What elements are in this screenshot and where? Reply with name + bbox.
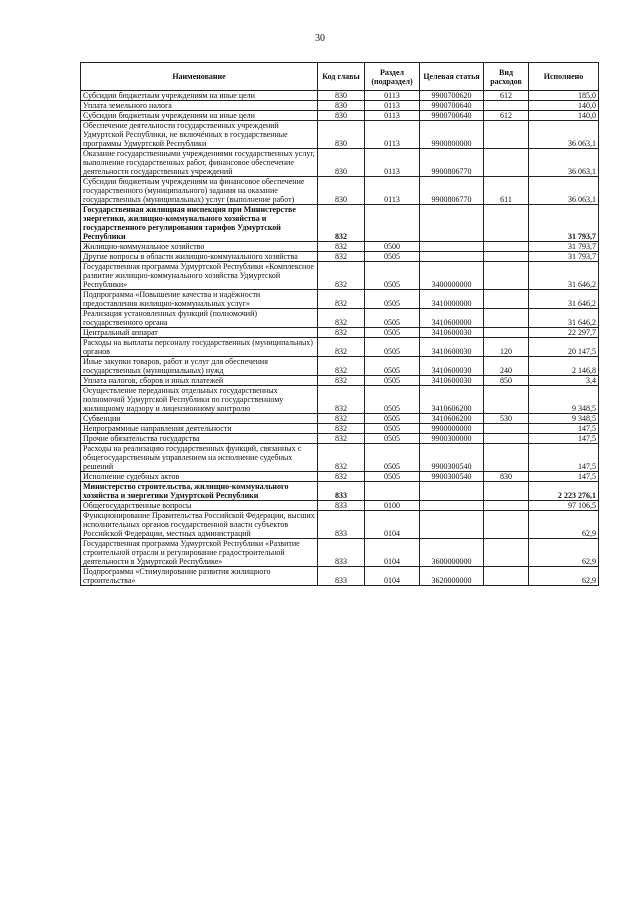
row-code-cell: 832 [318,444,365,472]
row-target-cell: 3410606200 [420,414,484,424]
row-section-cell: 0505 [365,328,420,338]
row-code-cell: 830 [318,121,365,149]
row-name-cell: Подпрограмма «Повышение качества и надёжности предоставления жилищно-коммунальных услуг» [81,290,318,309]
row-code-cell: 833 [318,482,365,501]
row-amount-cell: 22 297,7 [529,328,599,338]
row-amount-cell: 147,5 [529,444,599,472]
table-row [81,472,599,482]
table-row [81,414,599,424]
row-name-cell: Непрограммные направления деятельности [81,424,318,434]
row-target-cell: 3600000000 [420,539,484,567]
row-target-cell: 9900800000 [420,121,484,149]
row-section-cell: 0500 [365,242,420,252]
row-name-cell: Государственная программа Удмуртской Республики «Развитие строительной отрасли и регулирование градостроительной деятельности в Удмуртской Республике» [81,539,318,567]
row-type-cell: 120 [484,338,529,357]
row-type-cell [484,434,529,444]
row-section-cell: 0113 [365,91,420,101]
table-row [81,290,599,309]
row-type-cell: 612 [484,111,529,121]
row-type-cell [484,242,529,252]
row-amount-cell: 62,9 [529,511,599,539]
table-row [81,376,599,386]
row-name-cell: Осуществление переданных отдельных государственных полномочий Удмуртской Республики по государственному жилищному надзору и лицензионному контролю [81,386,318,414]
row-code-cell: 833 [318,539,365,567]
row-name-cell: Подпрограмма «Стимулирование развития жилищного строительства» [81,567,318,586]
row-target-cell: 3410600030 [420,338,484,357]
row-code-cell: 830 [318,177,365,205]
row-target-cell: 9900700640 [420,111,484,121]
table-row [81,567,599,586]
row-type-cell [484,309,529,328]
row-section-cell: 0104 [365,511,420,539]
row-name-cell: Расходы на реализацию государственных функций, связанных с общегосударственным управлением на исполнение судебных решений [81,444,318,472]
row-amount-cell: 140,0 [529,101,599,111]
row-type-cell: 612 [484,91,529,101]
row-name-cell: Субсидии бюджетным учреждениям на иные цели [81,91,318,101]
row-code-cell: 832 [318,357,365,376]
table-row [81,101,599,111]
table-row [81,501,599,511]
row-name-cell: Центральный аппарат [81,328,318,338]
row-code-cell: 832 [318,434,365,444]
row-name-cell: Обеспечение деятельности государственных учреждений Удмуртской Республики, не включённых в государственные программы Удмуртской Республики [81,121,318,149]
row-name-cell: Уплата налогов, сборов и иных платежей [81,376,318,386]
table-row [81,262,599,290]
table-row [81,357,599,376]
row-amount-cell: 36 063,1 [529,149,599,177]
row-name-cell: Субсидии бюджетным учреждениям на иные цели [81,111,318,121]
row-target-cell: 9900806770 [420,177,484,205]
row-target-cell [420,252,484,262]
row-target-cell: 9900700620 [420,91,484,101]
row-name-cell: Другие вопросы в области жилищно-коммунального хозяйства [81,252,318,262]
row-amount-cell: 9 348,5 [529,414,599,424]
row-section-cell: 0505 [365,376,420,386]
row-code-cell: 833 [318,511,365,539]
row-type-cell [484,424,529,434]
row-section-cell: 0505 [365,434,420,444]
row-amount-cell: 20 147,5 [529,338,599,357]
row-type-cell [484,121,529,149]
table-row [81,309,599,328]
table-row [81,444,599,472]
row-code-cell: 832 [318,242,365,252]
row-target-cell: 9900000000 [420,424,484,434]
row-section-cell: 0505 [365,444,420,472]
table-row [81,177,599,205]
row-amount-cell: 9 348,5 [529,386,599,414]
row-amount-cell: 31 646,2 [529,262,599,290]
row-type-cell [484,539,529,567]
table-row [81,252,599,262]
row-section-cell: 0505 [365,472,420,482]
row-name-cell: Расходы на выплаты персоналу государственных (муниципальных) органов [81,338,318,357]
row-code-cell: 832 [318,424,365,434]
row-name-cell: Государственная программа Удмуртской Республики «Комплексное развитие жилищно-коммунального хозяйства Удмуртской Республики» [81,262,318,290]
header-name: Наименование [81,63,318,91]
row-name-cell: Государственная жилищная инспекция при Министерстве энергетики, жилищно-коммунального хозяйства и государственного регулирования тарифов Удмуртской Республики [81,205,318,242]
row-section-cell: 0505 [365,414,420,424]
row-section-cell: 0505 [365,338,420,357]
row-type-cell: 530 [484,414,529,424]
row-section-cell: 0104 [365,539,420,567]
table-row [81,91,599,101]
row-name-cell: Субвенции [81,414,318,424]
row-target-cell: 3400000000 [420,262,484,290]
row-type-cell [484,290,529,309]
table-row [81,434,599,444]
row-type-cell [484,262,529,290]
row-amount-cell: 147,5 [529,472,599,482]
table-header-row [81,63,599,91]
row-section-cell [365,205,420,242]
row-type-cell [484,386,529,414]
row-type-cell: 850 [484,376,529,386]
row-code-cell: 832 [318,338,365,357]
row-section-cell: 0505 [365,386,420,414]
row-amount-cell: 36 063,1 [529,177,599,205]
row-section-cell: 0505 [365,424,420,434]
table-row [81,386,599,414]
row-section-cell: 0104 [365,567,420,586]
row-section-cell: 0113 [365,111,420,121]
header-code: Код главы [318,63,365,91]
row-amount-cell: 31 793,7 [529,252,599,262]
row-target-cell [420,242,484,252]
row-code-cell: 832 [318,290,365,309]
row-name-cell: Общегосударственные вопросы [81,501,318,511]
row-section-cell: 0505 [365,262,420,290]
row-section-cell: 0113 [365,177,420,205]
row-amount-cell: 2 146,8 [529,357,599,376]
row-section-cell: 0505 [365,357,420,376]
row-section-cell: 0113 [365,149,420,177]
row-section-cell: 0505 [365,290,420,309]
row-type-cell [484,101,529,111]
table-row [81,424,599,434]
row-name-cell: Реализация установленных функций (полномочий) государственного органа [81,309,318,328]
row-section-cell: 0100 [365,501,420,511]
row-type-cell [484,444,529,472]
row-type-cell [484,511,529,539]
row-name-cell: Прочие обязательства государства [81,434,318,444]
row-code-cell: 830 [318,101,365,111]
row-target-cell: 3410000000 [420,290,484,309]
row-code-cell: 830 [318,91,365,101]
row-amount-cell: 97 106,5 [529,501,599,511]
row-section-cell: 0113 [365,121,420,149]
row-target-cell: 9900300000 [420,434,484,444]
row-target-cell: 9900700640 [420,101,484,111]
row-target-cell [420,501,484,511]
row-amount-cell: 62,9 [529,567,599,586]
row-target-cell: 3620000000 [420,567,484,586]
table-row [81,338,599,357]
row-name-cell: Исполнение судебных актов [81,472,318,482]
row-code-cell: 832 [318,309,365,328]
row-target-cell [420,205,484,242]
header-executed: Исполнено [529,63,599,91]
table-row [81,482,599,501]
row-section-cell: 0113 [365,101,420,111]
row-code-cell: 833 [318,567,365,586]
header-type: Вид расходов [484,63,529,91]
table-row [81,242,599,252]
row-amount-cell: 36 063,1 [529,121,599,149]
row-type-cell: 830 [484,472,529,482]
row-amount-cell: 31 646,2 [529,309,599,328]
row-name-cell: Иные закупки товаров, работ и услуг для обеспечения государственных (муниципальных) нужд [81,357,318,376]
row-code-cell: 832 [318,472,365,482]
table-row [81,205,599,242]
row-target-cell: 3410600030 [420,357,484,376]
row-code-cell: 832 [318,205,365,242]
row-code-cell: 832 [318,376,365,386]
row-name-cell: Субсидии бюджетным учреждениям на финансовое обеспечение государственного (муниципального) задания на оказание государственных (муниципальных) услуг (выполнение работ) [81,177,318,205]
row-target-cell: 9900300540 [420,472,484,482]
table-row [81,149,599,177]
row-code-cell: 832 [318,262,365,290]
row-amount-cell: 140,0 [529,111,599,121]
row-type-cell [484,205,529,242]
header-section: Раздел (подраздел) [365,63,420,91]
row-code-cell: 832 [318,386,365,414]
row-type-cell [484,149,529,177]
row-target-cell [420,511,484,539]
row-target-cell: 3410600000 [420,309,484,328]
row-code-cell: 833 [318,501,365,511]
row-name-cell: Министерство строительства, жилищно-коммунального хозяйства и энергетики Удмуртской Республики [81,482,318,501]
page-number: 30 [315,33,325,44]
row-name-cell: Жилищно-коммунальное хозяйство [81,242,318,252]
budget-table [80,62,599,586]
row-amount-cell: 31 646,2 [529,290,599,309]
row-name-cell: Оказание государственными учреждениями государственных услуг, выполнение государственных работ, финансовое обеспечение деятельности государственных учреждений [81,149,318,177]
row-type-cell [484,482,529,501]
row-type-cell: 240 [484,357,529,376]
row-amount-cell: 3,4 [529,376,599,386]
row-section-cell [365,482,420,501]
row-amount-cell: 2 223 276,1 [529,482,599,501]
table-row [81,539,599,567]
row-type-cell [484,252,529,262]
row-target-cell: 9900806770 [420,149,484,177]
row-target-cell [420,482,484,501]
row-amount-cell: 185,0 [529,91,599,101]
header-target: Целевая статья [420,63,484,91]
row-section-cell: 0505 [365,252,420,262]
row-target-cell: 3410600030 [420,376,484,386]
row-code-cell: 830 [318,149,365,177]
row-type-cell [484,567,529,586]
row-amount-cell: 147,5 [529,424,599,434]
row-amount-cell: 147,5 [529,434,599,444]
row-code-cell: 832 [318,252,365,262]
row-name-cell: Уплата земельного налога [81,101,318,111]
table-body [81,91,599,586]
row-amount-cell: 62,9 [529,539,599,567]
row-amount-cell: 31 793,7 [529,242,599,252]
row-name-cell: Функционирование Правительства Российской Федерации, высших исполнительных органов государственной власти субъектов Российской Федерации, местных администраций [81,511,318,539]
row-target-cell: 3410606200 [420,386,484,414]
table-row [81,511,599,539]
table-row [81,328,599,338]
row-target-cell: 9900300540 [420,444,484,472]
row-target-cell: 3410600030 [420,328,484,338]
row-code-cell: 830 [318,111,365,121]
row-type-cell [484,501,529,511]
row-code-cell: 832 [318,414,365,424]
table-row [81,121,599,149]
row-type-cell [484,328,529,338]
row-type-cell: 611 [484,177,529,205]
row-amount-cell: 31 793,7 [529,205,599,242]
row-section-cell: 0505 [365,309,420,328]
table-row [81,111,599,121]
row-code-cell: 832 [318,328,365,338]
